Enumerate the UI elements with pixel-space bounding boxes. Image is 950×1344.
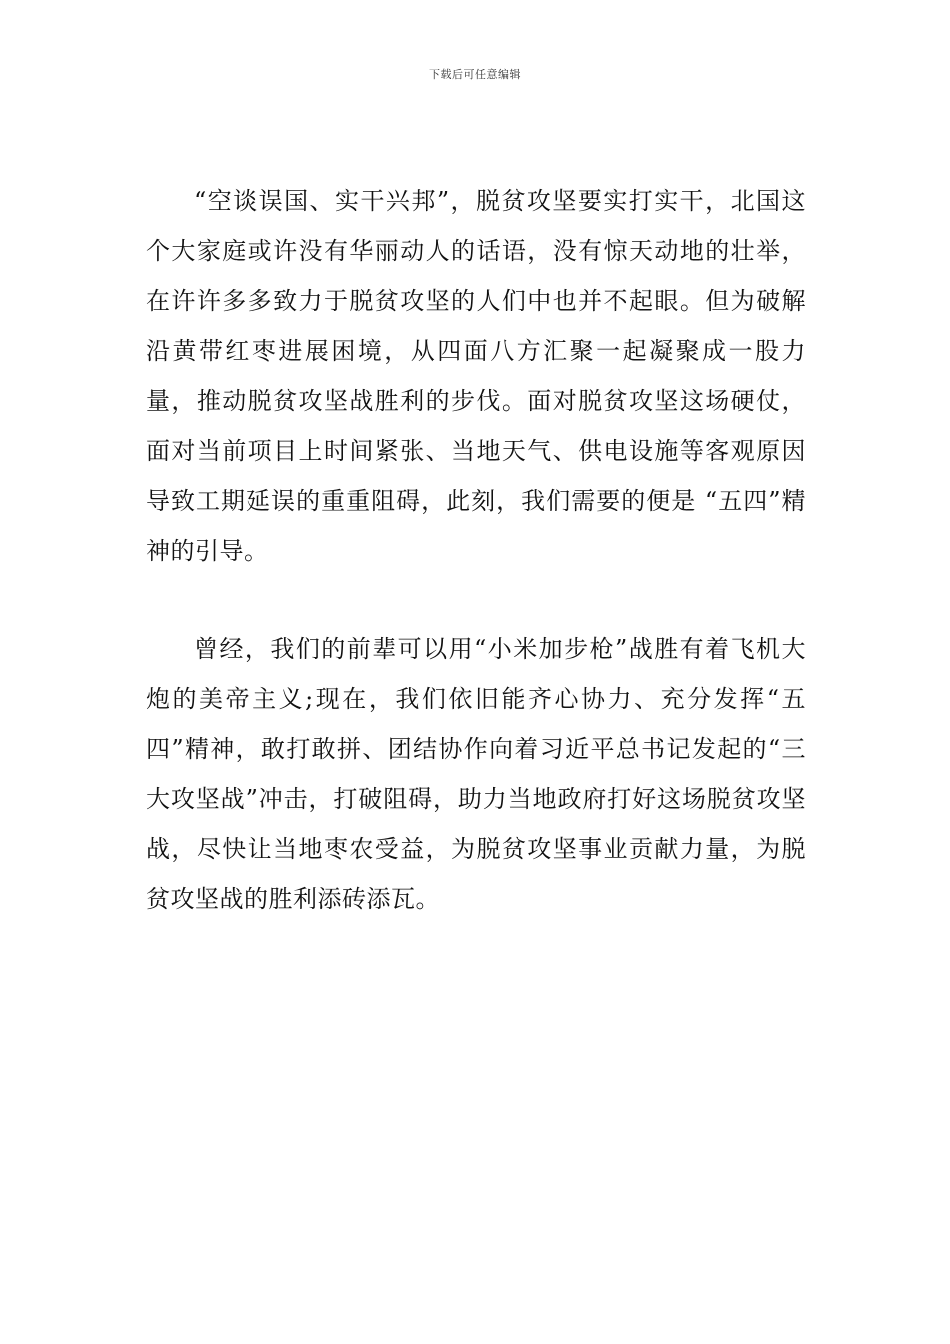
- paragraph-2: 曾经，我们的前辈可以用“小米加步枪”战胜有着飞机大炮的美帝主义;现在，我们依旧能齐心协力、充分发挥“五四”精神，敢打敢拼、团结协作向着习近平总书记发起的“三大攻坚战”冲击，打破阻碍，助力当地政府打好这场脱贫攻坚战，尽快让当地枣农受益，为脱贫攻坚事业贡献力量，为脱贫攻坚战的胜利添砖添瓦。: [146, 635, 806, 913]
- header-note: 下载后可任意编辑: [429, 68, 521, 81]
- paragraph-1: “空谈误国、实干兴邦”，脱贫攻坚要实打实干，北国这个大家庭或许没有华丽动人的话语，没有惊天动地的壮举，在许许多多致力于脱贫攻坚的人们中也并不起眼。但为破解沿黄带红枣进展困境，从四面八方汇聚一起凝聚成一股力量，推动脱贫攻坚战胜利的步伐。面对脱贫攻坚这场硬仗，面对当前项目上时间紧张、当地天气、供电设施等客观原因导致工期延误的重重阻碍，此刻，我们需要的便是 “五四”精神的引导。: [146, 187, 806, 565]
